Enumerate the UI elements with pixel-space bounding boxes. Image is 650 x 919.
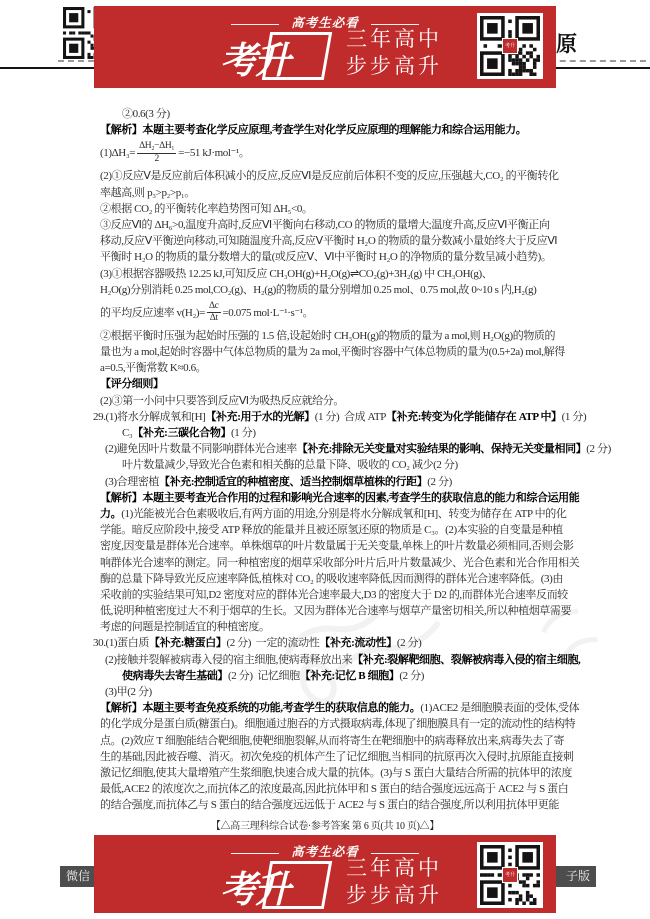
tagline-rule-right [371, 853, 419, 854]
promo-banner-bottom [94, 835, 556, 913]
qr-center-logo: 考升 [502, 38, 518, 54]
doc-line: 低,说明种植密度过大不利于烟草的生长。又因为群体光合速率与烟草产量密切相关,所以种植烟草需要 [100, 605, 572, 618]
doc-line: 力。(1)光能被光合色素吸收后,有两方面的用途,分别是将水分解成氧和[H]、转变为储存在 ATP 中的化 [100, 507, 567, 520]
doc-line: a=0.5,平衡常数 K≈0.6。 [100, 362, 207, 375]
tagline-rule-right [371, 24, 419, 25]
doc-line: 采收前的实验结果可知,D2 密度对应的群体光合速率最大,D3 的密度大于 D2 的,而群体光合速率反而较 [100, 588, 568, 601]
doc-line: 的结合强度,而抗体乙与 S 蛋白的结合强度远远低于 ACE2 与 S 蛋白的结合强度,所以利用抗体甲更能 [100, 799, 559, 812]
doc-line: 量也为 a mol,起始时容器中气体总物质的量为 2a mol,平衡时容器中气体总物质的量为(0.5+2a) mol,解得 [100, 346, 565, 359]
doc-line: 生的基础,因此被吞噬、消灭。初次免疫的机体产生了记忆细胞,当相同的抗原再次入侵时,抗原能直接刺 [100, 750, 574, 763]
doc-line: 学能。暗反应阶段中,接受 ATP 释放的能量并且被还原氢还原的物质是 C₃。(2)本实验的自变量是种植 [100, 524, 563, 537]
doc-line: ②0.6(3 分) [122, 108, 170, 120]
doc-line: (2)避免因叶片数量不同影响群体光合速率【补充:排除无关变量对实验结果的影响、保持无关变量相同】(2 分) [105, 443, 611, 456]
doc-line: (1)ΔH₃= $\frac{\text{ΔH₂−ΔH₁}}{2}$ =−51 kJ·mol⁻¹。 [100, 141, 250, 164]
doc-line: C₃【补充:三碳化合物】(1 分) [122, 427, 256, 439]
doc-line: 29.(1)将水分解成氧和[H]【补充:用于水的光解】(1 分) 合成 ATP【补充:转变为化学能储存在 ATP 中】(1 分) [93, 410, 587, 423]
doc-line: H₂O(g)分别消耗 0.25 mol,CO₂(g)、H₂(g)的物质的量分别增加 0.25 mol、0.75 mol,故 0~10 s 内,H₂(g) [100, 283, 537, 296]
doc-line: 【解析】本题主要考查光合作用的过程和影响光合速率的因素,考查学生的获取信息的能力和综合运用能 [100, 491, 580, 504]
doc-line: ②根据 CO₂ 的平衡转化率趋势图可知 ΔH₅<0。 [100, 202, 313, 215]
tagline-text: 高考生必看 [291, 16, 359, 30]
page-number-label: 【△高三理科综合试卷·参考答案 第 6 页(共 10 页)△】 [210, 821, 440, 832]
qr-center-logo: 考升 [502, 867, 518, 883]
answer-key-text [93, 106, 611, 814]
fraction: $\frac{\text{ΔH₂−ΔH₁}}{2}$ [139, 141, 175, 164]
kaosheng-logo: 考升 [220, 40, 288, 81]
fraction: $\frac{\Delta c}{\Delta t}$ [208, 300, 219, 324]
kaosheng-logo: 考升 [220, 869, 288, 910]
doc-line: 平衡时 H₂O 的物质的量分数增大的量(或反应Ⅴ、Ⅵ中平衡时 H₂O 的净物质的量分数呈减小趋势)。 [100, 251, 552, 264]
margin-text: 原 [556, 32, 577, 56]
doc-line: ②根据平衡时压强为起始时压强的 1.5 倍,设起始时 CH₃OH(g)的物质的量为 a mol,则 H₂O(g)的物质的 [100, 329, 556, 342]
tagline-rule-left [231, 24, 279, 25]
wechat-badge: 微信 [60, 866, 96, 887]
doc-line: 激记忆细胞,使其大量增殖产生浆细胞,快速合成大量的抗体。(3)与 S 蛋白大量结合所需的抗体甲的浓度 [100, 766, 572, 779]
doc-line: 率越高,则 p₃>p₂>p₁。 [100, 186, 195, 199]
doc-line: 最低,ACE2 的浓度次之,而抗体乙的浓度最高,因此抗体甲和 S 蛋白的结合强度远远高于 ACE2 与 S 蛋白 [100, 783, 569, 796]
tagline-text: 高考生必看 [291, 845, 359, 859]
doc-line: (3)甲(2 分) [105, 686, 152, 698]
doc-line: ③反应Ⅵ的 ΔH₆>0,温度升高时,反应Ⅵ平衡向右移动,CO 的物质的量增大;温度升高,反应Ⅵ平衡正向 [100, 218, 550, 231]
doc-line: 的化学成分是蛋白质(糖蛋白)。细胞通过胞吞的方式摄取病毒,体现了细胞膜具有一定的流动性的结构特 [100, 718, 576, 731]
doc-line: 叶片数量减少,导致光合色素和相关酶的总量下降、吸收的 CO₂ 减少(2 分) [122, 459, 458, 472]
promo-banner-top [94, 6, 556, 88]
slogan-line-2: 步步高升 [346, 884, 442, 907]
tagline-rule-left [231, 853, 279, 854]
banner-qr-code-icon [477, 13, 543, 79]
edition-badge: 子版 [546, 866, 596, 887]
doc-line: (3)合理密植【补充:控制适宜的种植密度、适当控制烟草植株的行距】(2 分) [105, 475, 452, 488]
doc-line: 【解析】本题主要考查化学反应原理,考查学生对化学反应原理的理解能力和综合运用能力。 [100, 124, 527, 137]
doc-line: (2)③第一小问中只要答到反应Ⅵ为吸热反应就给分。 [100, 394, 344, 407]
banner-slogan [346, 26, 442, 80]
doc-line: 【评分细则】 [100, 378, 164, 391]
banner-qr-code-icon [477, 842, 543, 908]
doc-line: 移动,反应Ⅴ平衡逆向移动,可知随温度升高,反应Ⅴ平衡时 H₂O 的物质的量分数减小量始终大于反应Ⅵ [100, 235, 558, 248]
doc-line: 点。(2)效应 T 细胞能结合靶细胞,使靶细胞裂解,从而将寄生在靶细胞中的病毒释放出来,病毒失去了寄 [100, 734, 565, 747]
doc-line: 酶的总量下降导致光反应速率降低,植株对 CO₂ 的吸收速率降低,因而测得的群体光合速率降低。(3)由 [100, 572, 563, 585]
slogan-line-1: 三年高中 [346, 857, 442, 880]
doc-line: (2)①反应Ⅴ是反应前后体积减小的反应,反应Ⅵ是反应前后体积不变的反应,压强越大,CO₂ 的平衡转化 [100, 170, 559, 183]
doc-line: 使病毒失去寄生基础】(2 分) 记忆细胞【补充:记忆 B 细胞】(2 分) [122, 669, 424, 682]
doc-line: (2)接触并裂解被病毒入侵的宿主细胞,使病毒释放出来【补充:裂解靶细胞、裂解被病毒入侵的宿主细胞, [105, 653, 581, 666]
doc-line: 30.(1)蛋白质【补充:糖蛋白】(2 分) 一定的流动性【补充:流动性】(2 分) [93, 637, 422, 650]
doc-line: 【解析】本题主要考查免疫系统的功能,考查学生的获取信息的能力。(1)ACE2 是细胞膜表面的受体,受体 [100, 702, 580, 715]
banner-slogan [346, 855, 442, 909]
doc-line: 密度,因变量是群体光合速率。单株烟草的叶片数量属于无关变量,单株上的叶片数量必须相同,否则会影 [100, 540, 574, 553]
doc-line: 的平均反应速率 v(H₂)= $\frac{\Delta c}{\Delta t}$ =0.075 mol·L⁻¹·s⁻¹。 [100, 300, 314, 324]
slogan-line-2: 步步高升 [346, 55, 442, 78]
doc-line: 考虑的问题是控制适宜的种植密度。 [100, 621, 270, 634]
slogan-line-1: 三年高中 [346, 28, 442, 51]
doc-line: 响群体光合速率的测定。同一种植密度的烟草采收部分叶片后,叶片数量减少、光合色素和光合作用相关 [100, 556, 580, 569]
page-corner-qr-icon [63, 7, 94, 59]
doc-line: (3)①根据容器吸热 12.25 kJ,可知反应 CH₃OH(g)+H₂O(g)⇌CO₂(g)+3H₂(g) 中 CH₃OH(g)、 [100, 267, 493, 280]
